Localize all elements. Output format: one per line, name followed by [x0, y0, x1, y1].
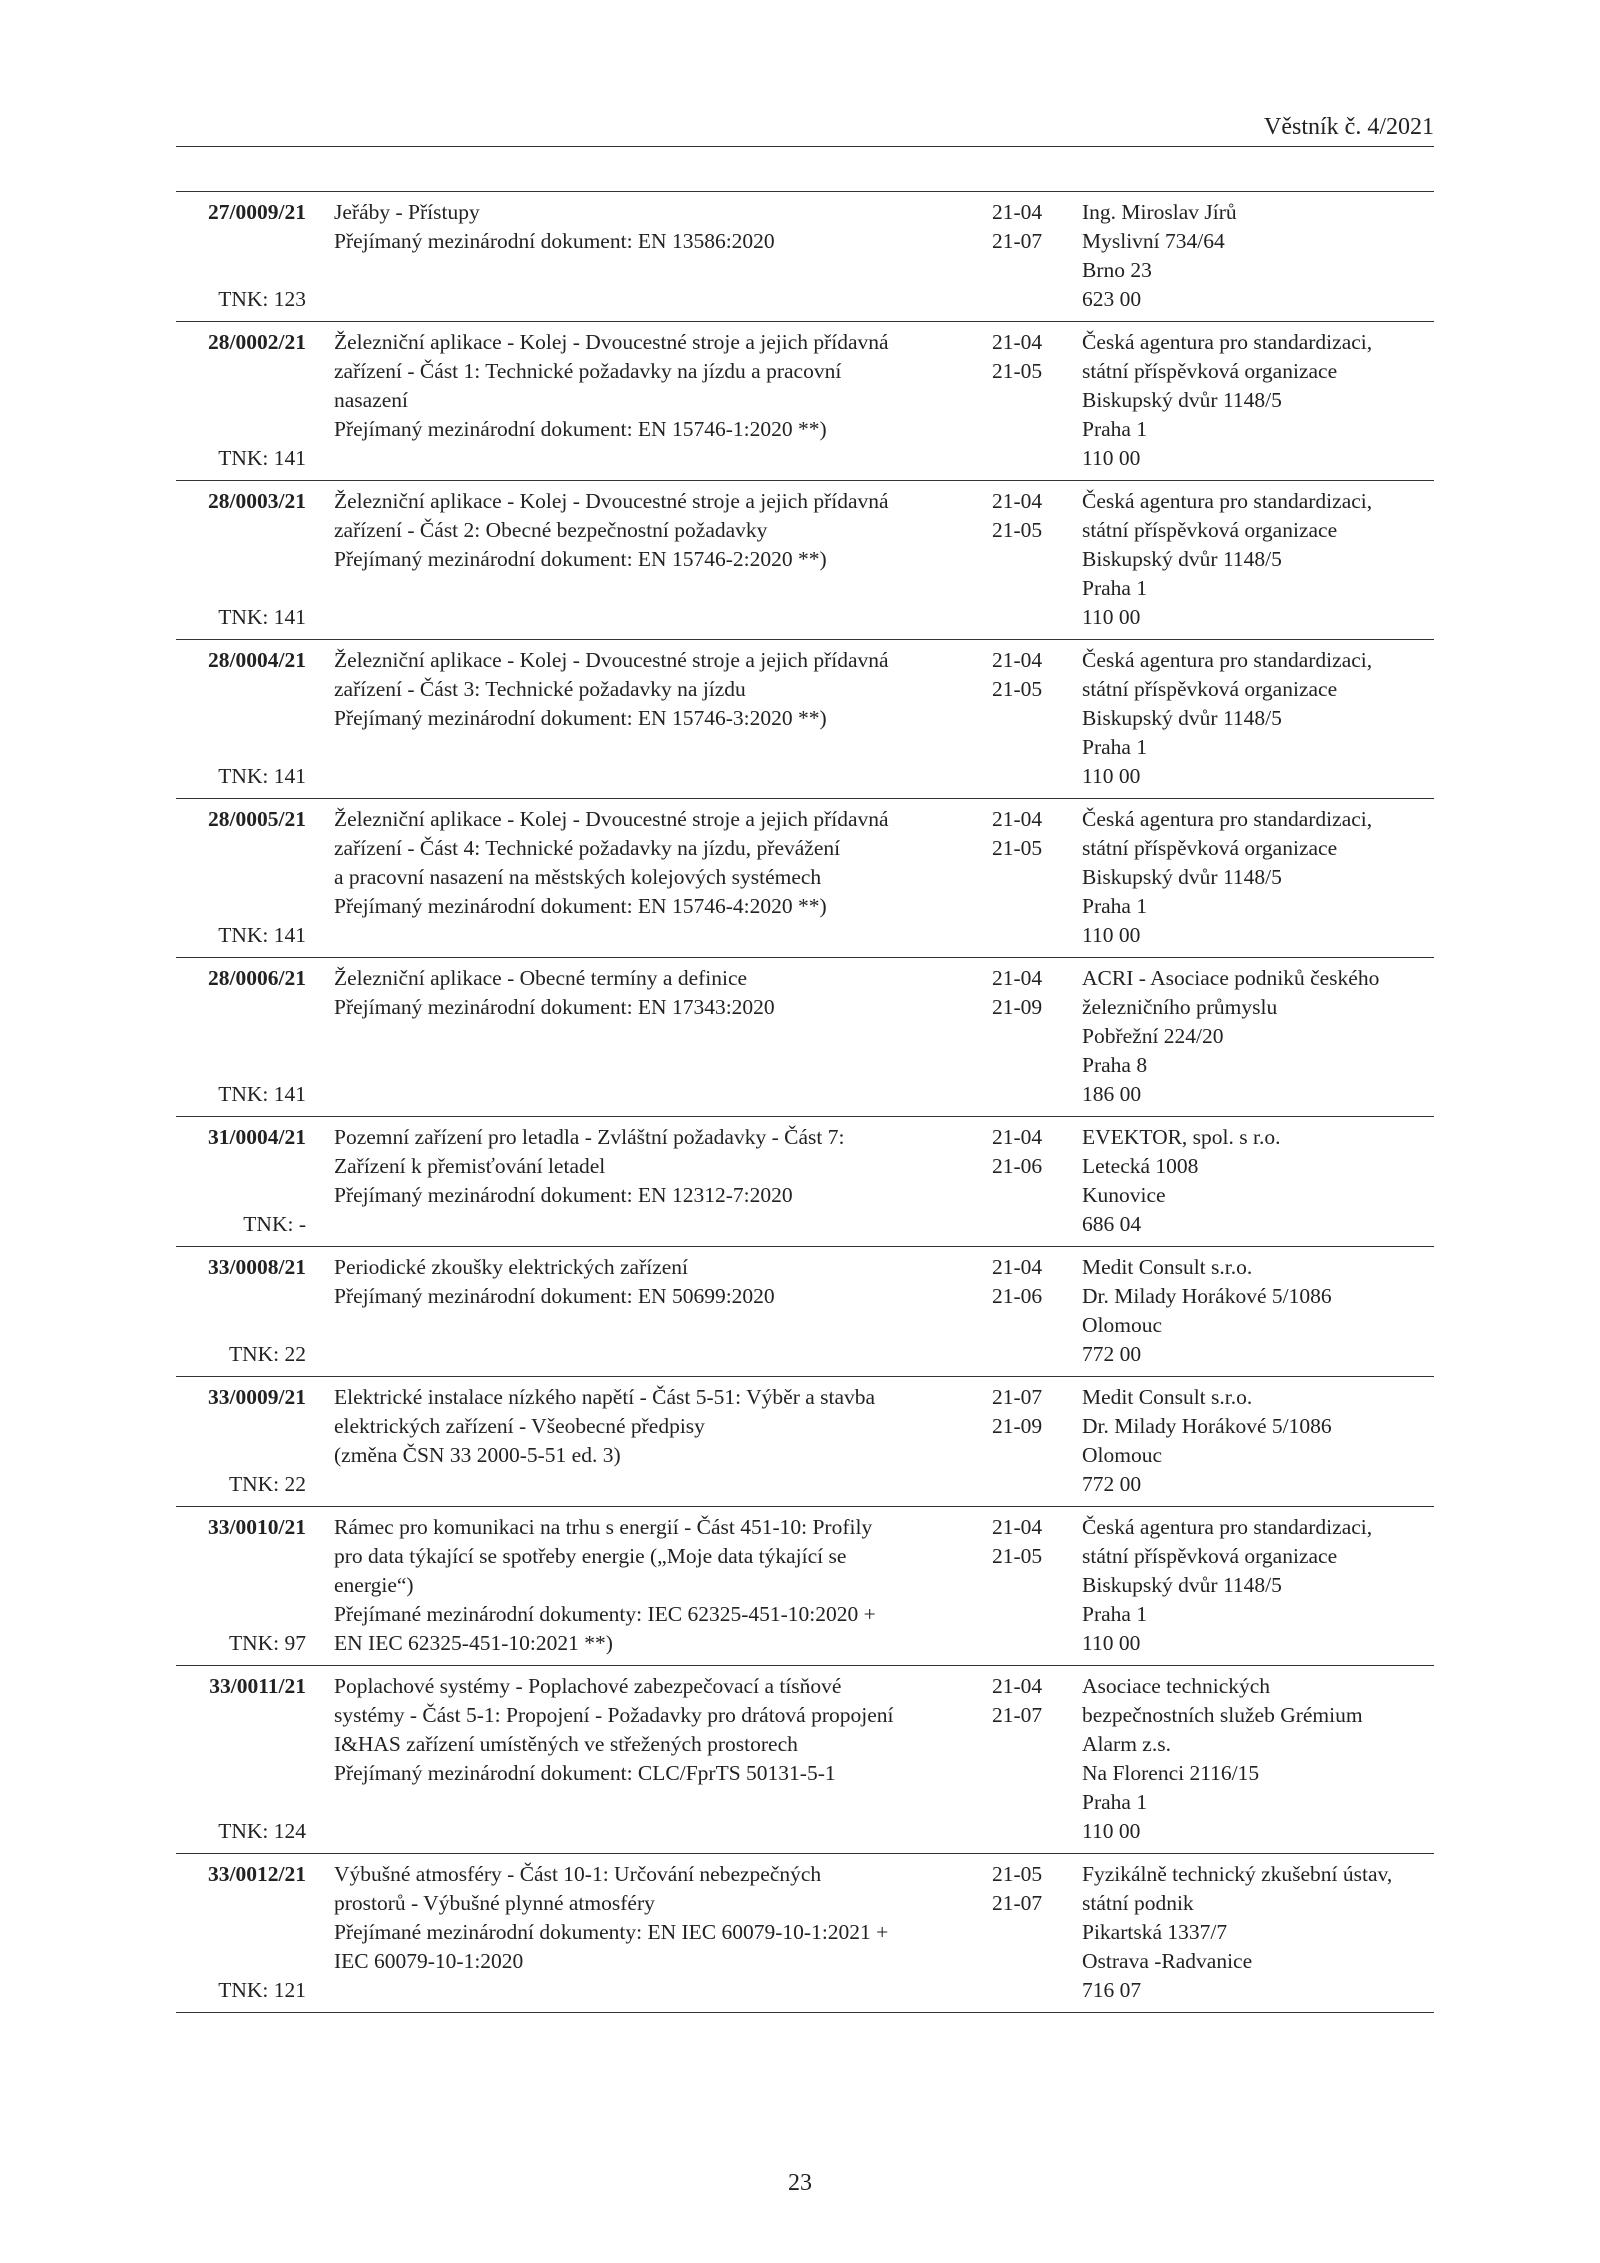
entry-title-line: Přejímaný mezinárodní dokument: EN 15746-4:2020 **)	[334, 894, 827, 918]
entry-date: 21-04	[992, 330, 1043, 354]
entry-title-line: Přejímaný mezinárodní dokument: EN 15746-1:2020 **)	[334, 417, 827, 441]
entry-code: 28/0004/21	[208, 648, 306, 672]
entry-dates	[992, 1123, 1062, 1181]
entry-publisher-line: 110 00	[1082, 446, 1141, 470]
entry-publisher-line: Olomouc	[1082, 1443, 1163, 1467]
entry-publisher-line: Praha 1	[1082, 735, 1148, 759]
entry-date: 21-06	[992, 1284, 1043, 1308]
entry-title-line: Železniční aplikace - Kolej - Dvoucestné stroje a jejich přídavná	[334, 489, 889, 513]
entry-code: 31/0004/21	[208, 1125, 306, 1149]
entry-tnk: TNK: 141	[218, 605, 306, 629]
entry-identifiers	[176, 1513, 306, 1658]
standard-entry	[176, 1666, 1434, 1854]
entry-publisher-line: státní příspěvková organizace	[1082, 677, 1338, 701]
entry-dates	[992, 1672, 1062, 1730]
entry-identifiers	[176, 646, 306, 791]
entry-title	[334, 1253, 982, 1311]
entry-publisher	[1082, 198, 1434, 314]
entry-publisher-line: Dr. Milady Horákové 5/1086	[1082, 1414, 1332, 1438]
entry-date: 21-04	[992, 807, 1043, 831]
entry-title-line: Zařízení k přemisťování letadel	[334, 1154, 606, 1178]
entry-date: 21-04	[992, 489, 1043, 513]
entry-title-line: Elektrické instalace nízkého napětí - Část 5-51: Výběr a stavba	[334, 1385, 876, 1409]
entry-publisher-line: bezpečnostních služeb Grémium	[1082, 1703, 1363, 1727]
standard-entry	[176, 1117, 1434, 1247]
entry-publisher	[1082, 1253, 1434, 1369]
entry-title-line: Přejímané mezinárodní dokumenty: IEC 62325-451-10:2020 +	[334, 1602, 876, 1626]
standard-entry	[176, 322, 1434, 481]
entry-title-line: zařízení - Část 1: Technické požadavky na jízdu a pracovní	[334, 359, 842, 383]
entry-title-line: Výbušné atmosféry - Část 10-1: Určování nebezpečných	[334, 1862, 822, 1886]
entry-tnk: TNK: 141	[218, 446, 306, 470]
entry-code: 33/0012/21	[208, 1862, 306, 1886]
standard-entry	[176, 192, 1434, 322]
standard-entry	[176, 958, 1434, 1117]
entry-identifiers	[176, 1672, 306, 1846]
entry-publisher-line: státní příspěvková organizace	[1082, 359, 1338, 383]
entry-title-line: EN IEC 62325-451-10:2021 **)	[334, 1631, 613, 1655]
entry-title-line: nasazení	[334, 388, 409, 412]
entry-dates	[992, 328, 1062, 386]
entry-identifiers	[176, 198, 306, 314]
entry-publisher-line: Ing. Miroslav Jírů	[1082, 200, 1237, 224]
entry-code: 28/0003/21	[208, 489, 306, 513]
entry-publisher-line: státní příspěvková organizace	[1082, 836, 1338, 860]
entry-title	[334, 1860, 982, 1976]
entry-publisher-line: 686 04	[1082, 1212, 1142, 1236]
entry-date: 21-06	[992, 1154, 1043, 1178]
standard-entry	[176, 1854, 1434, 2013]
entry-publisher-line: Česká agentura pro standardizaci,	[1082, 489, 1373, 513]
entry-code: 27/0009/21	[208, 200, 306, 224]
entry-tnk: TNK: 97	[228, 1631, 306, 1655]
entry-publisher-line: Praha 8	[1082, 1053, 1148, 1077]
entry-title-line: prostorů - Výbušné plynné atmosféry	[334, 1891, 655, 1915]
entry-date: 21-09	[992, 1414, 1043, 1438]
entry-publisher-line: Letecká 1008	[1082, 1154, 1199, 1178]
entry-publisher-line: 110 00	[1082, 923, 1141, 947]
entry-publisher-line: Biskupský dvůr 1148/5	[1082, 865, 1282, 889]
entry-publisher-line: Praha 1	[1082, 894, 1148, 918]
entry-title	[334, 487, 982, 574]
entry-code: 28/0006/21	[208, 966, 306, 990]
entry-title-line: Železniční aplikace - Kolej - Dvoucestné stroje a jejich přídavná	[334, 807, 889, 831]
standard-entry	[176, 1247, 1434, 1377]
entry-tnk: TNK: 141	[218, 764, 306, 788]
entry-identifiers	[176, 1123, 306, 1239]
entry-title	[334, 1123, 982, 1210]
entry-publisher	[1082, 328, 1434, 473]
entry-code: 33/0009/21	[208, 1385, 306, 1409]
entry-title-line: Přejímaný mezinárodní dokument: EN 15746-3:2020 **)	[334, 706, 827, 730]
entry-publisher-line: Fyzikálně technický zkušební ústav,	[1082, 1862, 1393, 1886]
entry-identifiers	[176, 487, 306, 632]
entry-date: 21-07	[992, 1891, 1043, 1915]
entry-title	[334, 328, 982, 444]
entry-title-line: systémy - Část 5-1: Propojení - Požadavky pro drátová propojení	[334, 1703, 894, 1727]
entry-dates	[992, 1253, 1062, 1311]
entry-publisher	[1082, 964, 1434, 1109]
entry-publisher-line: Česká agentura pro standardizaci,	[1082, 330, 1373, 354]
entry-publisher-line: železničního průmyslu	[1082, 995, 1278, 1019]
entry-publisher-line: 110 00	[1082, 605, 1141, 629]
entry-title-line: Rámec pro komunikaci na trhu s energií - Část 451-10: Profily	[334, 1515, 873, 1539]
entry-publisher-line: 623 00	[1082, 287, 1142, 311]
entry-dates	[992, 805, 1062, 863]
entry-title-line: a pracovní nasazení na městských kolejových systémech	[334, 865, 822, 889]
entry-code: 28/0005/21	[208, 807, 306, 831]
entry-date: 21-05	[992, 1862, 1043, 1886]
entry-title-line: zařízení - Část 2: Obecné bezpečnostní požadavky	[334, 518, 768, 542]
entry-publisher-line: 110 00	[1082, 1819, 1141, 1843]
entry-publisher	[1082, 487, 1434, 632]
entry-publisher-line: Praha 1	[1082, 1602, 1148, 1626]
entry-title-line: energie“)	[334, 1573, 414, 1597]
entry-publisher-line: EVEKTOR, spol. s r.o.	[1082, 1125, 1281, 1149]
entry-publisher-line: Biskupský dvůr 1148/5	[1082, 1573, 1282, 1597]
entry-title-line: Periodické zkoušky elektrických zařízení	[334, 1255, 689, 1279]
entry-date: 21-05	[992, 359, 1043, 383]
entry-publisher-line: ACRI - Asociace podniků českého	[1082, 966, 1380, 990]
entry-publisher	[1082, 1513, 1434, 1658]
entry-title-line: zařízení - Část 4: Technické požadavky na jízdu, převážení	[334, 836, 841, 860]
entry-title-line: Poplachové systémy - Poplachové zabezpečovací a tísňové	[334, 1674, 842, 1698]
entry-publisher-line: Na Florenci 2116/15	[1082, 1761, 1260, 1785]
entry-publisher-line: Biskupský dvůr 1148/5	[1082, 388, 1282, 412]
entry-date: 21-04	[992, 1515, 1043, 1539]
standards-list	[176, 191, 1434, 2013]
entry-title-line: Přejímaný mezinárodní dokument: EN 50699:2020	[334, 1284, 775, 1308]
entry-date: 21-05	[992, 518, 1043, 542]
entry-identifiers	[176, 1860, 306, 2005]
entry-title-line: Železniční aplikace - Kolej - Dvoucestné stroje a jejich přídavná	[334, 648, 889, 672]
entry-tnk: TNK: -	[243, 1212, 306, 1236]
entry-tnk: TNK: 121	[218, 1978, 306, 2002]
entry-publisher-line: Praha 1	[1082, 417, 1148, 441]
entry-publisher-line: Biskupský dvůr 1148/5	[1082, 547, 1282, 571]
entry-title-line: zařízení - Část 3: Technické požadavky na jízdu	[334, 677, 746, 701]
entry-tnk: TNK: 123	[218, 287, 306, 311]
entry-publisher-line: státní příspěvková organizace	[1082, 1544, 1338, 1568]
entry-dates	[992, 1860, 1062, 1918]
entry-code: 33/0010/21	[208, 1515, 306, 1539]
page-number: 23	[788, 2170, 812, 2196]
entry-title	[334, 1672, 982, 1788]
entry-identifiers	[176, 1383, 306, 1499]
entry-date: 21-07	[992, 229, 1043, 253]
entry-title-line: I&HAS zařízení umístěných ve střežených prostorech	[334, 1732, 798, 1756]
entry-identifiers	[176, 805, 306, 950]
entry-publisher-line: Olomouc	[1082, 1313, 1163, 1337]
entry-dates	[992, 964, 1062, 1022]
entry-dates	[992, 487, 1062, 545]
entry-publisher-line: Alarm z.s.	[1082, 1732, 1171, 1756]
standard-entry	[176, 799, 1434, 958]
entry-code: 33/0008/21	[208, 1255, 306, 1279]
entry-title-line: Přejímaný mezinárodní dokument: EN 17343:2020	[334, 995, 775, 1019]
entry-title	[334, 646, 982, 733]
bulletin-title: Věstník č. 4/2021	[1264, 114, 1434, 140]
entry-publisher-line: 110 00	[1082, 764, 1141, 788]
entry-title-line: Přejímaný mezinárodní dokument: EN 15746-2:2020 **)	[334, 547, 827, 571]
entry-date: 21-09	[992, 995, 1043, 1019]
standard-entry	[176, 640, 1434, 799]
entry-date: 21-04	[992, 966, 1043, 990]
entry-publisher-line: 716 07	[1082, 1978, 1142, 2002]
entry-publisher-line: státní příspěvková organizace	[1082, 518, 1338, 542]
entry-publisher-line: Pikartská 1337/7	[1082, 1920, 1228, 1944]
entry-publisher	[1082, 1860, 1434, 2005]
entry-publisher-line: 110 00	[1082, 1631, 1141, 1655]
entry-dates	[992, 1383, 1062, 1441]
entry-identifiers	[176, 1253, 306, 1369]
entry-publisher-line: 772 00	[1082, 1472, 1142, 1496]
entry-publisher-line: Česká agentura pro standardizaci,	[1082, 1515, 1373, 1539]
standard-entry	[176, 1507, 1434, 1666]
entry-publisher	[1082, 1383, 1434, 1499]
entry-code: 33/0011/21	[209, 1674, 306, 1698]
entry-publisher	[1082, 646, 1434, 791]
entry-publisher	[1082, 805, 1434, 950]
entry-identifiers	[176, 328, 306, 473]
entry-publisher-line: Brno 23	[1082, 258, 1152, 282]
entry-date: 21-05	[992, 677, 1043, 701]
entry-date: 21-05	[992, 836, 1043, 860]
entry-publisher-line: 772 00	[1082, 1342, 1142, 1366]
entry-date: 21-04	[992, 1255, 1043, 1279]
entry-title-line: Železniční aplikace - Obecné termíny a definice	[334, 966, 748, 990]
entry-date: 21-07	[992, 1703, 1043, 1727]
entry-publisher-line: Medit Consult s.r.o.	[1082, 1255, 1253, 1279]
entry-publisher-line: Biskupský dvůr 1148/5	[1082, 706, 1282, 730]
entry-date: 21-07	[992, 1385, 1043, 1409]
standard-entry	[176, 1377, 1434, 1507]
entry-tnk: TNK: 22	[228, 1342, 306, 1366]
entry-date: 21-04	[992, 200, 1043, 224]
entry-title	[334, 1383, 982, 1470]
entry-tnk: TNK: 22	[228, 1472, 306, 1496]
entry-tnk: TNK: 141	[218, 923, 306, 947]
entry-publisher-line: Praha 1	[1082, 576, 1148, 600]
entry-publisher	[1082, 1123, 1434, 1239]
entry-title-line: Železniční aplikace - Kolej - Dvoucestné stroje a jejich přídavná	[334, 330, 889, 354]
entry-publisher-line: Ostrava -Radvanice	[1082, 1949, 1253, 1973]
entry-date: 21-04	[992, 1125, 1043, 1149]
entry-title-line: Přejímané mezinárodní dokumenty: EN IEC 60079-10-1:2021 +	[334, 1920, 889, 1944]
entry-title-line: Přejímaný mezinárodní dokument: EN 12312-7:2020	[334, 1183, 793, 1207]
entry-publisher	[1082, 1672, 1434, 1846]
entry-publisher-line: Pobřežní 224/20	[1082, 1024, 1224, 1048]
entry-date: 21-05	[992, 1544, 1043, 1568]
entry-title	[334, 964, 982, 1022]
entry-dates	[992, 646, 1062, 704]
entry-tnk: TNK: 124	[218, 1819, 306, 1843]
entry-publisher-line: Česká agentura pro standardizaci,	[1082, 648, 1373, 672]
entry-publisher-line: Asociace technických	[1082, 1674, 1271, 1698]
entry-tnk: TNK: 141	[218, 1082, 306, 1106]
entry-code: 28/0002/21	[208, 330, 306, 354]
entry-publisher-line: Medit Consult s.r.o.	[1082, 1385, 1253, 1409]
entry-title	[334, 1513, 982, 1658]
page-header	[176, 112, 1434, 147]
entry-dates	[992, 198, 1062, 256]
entry-date: 21-04	[992, 648, 1043, 672]
entry-title-line: Přejímaný mezinárodní dokument: CLC/FprTS 50131-5-1	[334, 1761, 836, 1785]
entry-publisher-line: Kunovice	[1082, 1183, 1166, 1207]
entry-publisher-line: Česká agentura pro standardizaci,	[1082, 807, 1373, 831]
entry-publisher-line: státní podnik	[1082, 1891, 1194, 1915]
entry-title-line: IEC 60079-10-1:2020	[334, 1949, 524, 1973]
entry-date: 21-04	[992, 1674, 1043, 1698]
entry-title	[334, 198, 982, 256]
entry-title-line: Pozemní zařízení pro letadla - Zvláštní požadavky - Část 7:	[334, 1125, 845, 1149]
entry-dates	[992, 1513, 1062, 1571]
entry-publisher-line: Myslivní 734/64	[1082, 229, 1225, 253]
entry-title-line: Jeřáby - Přístupy	[334, 200, 480, 224]
entry-identifiers	[176, 964, 306, 1109]
entry-title	[334, 805, 982, 921]
entry-title-line: pro data týkající se spotřeby energie („Moje data týkající se	[334, 1544, 847, 1568]
entry-title-line: (změna ČSN 33 2000-5-51 ed. 3)	[334, 1443, 621, 1467]
entry-title-line: Přejímaný mezinárodní dokument: EN 13586:2020	[334, 229, 775, 253]
entry-publisher-line: Praha 1	[1082, 1790, 1148, 1814]
entry-publisher-line: Dr. Milady Horákové 5/1086	[1082, 1284, 1332, 1308]
entry-title-line: elektrických zařízení - Všeobecné předpisy	[334, 1414, 705, 1438]
entry-publisher-line: 186 00	[1082, 1082, 1142, 1106]
standard-entry	[176, 481, 1434, 640]
